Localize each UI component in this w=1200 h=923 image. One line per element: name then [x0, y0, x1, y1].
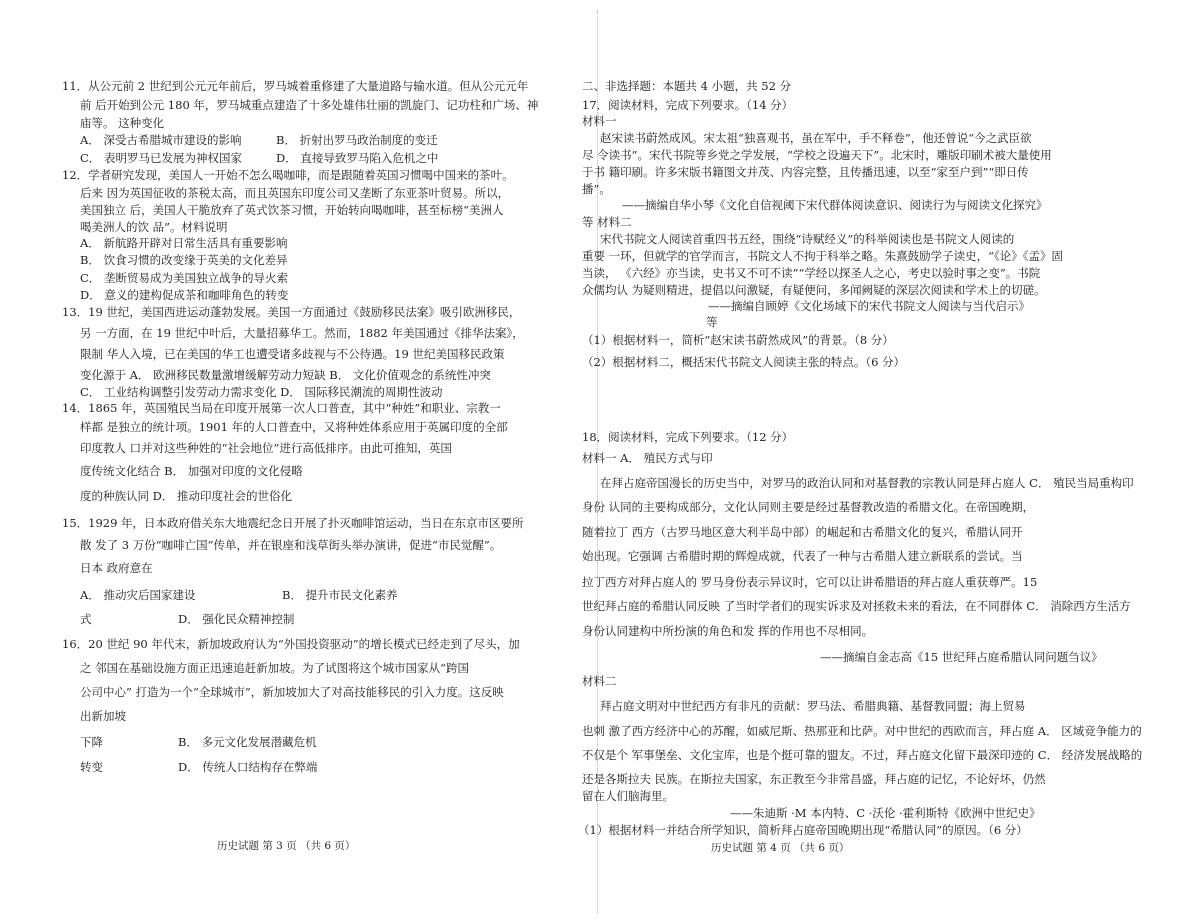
option-d: D． 传统人口结构存在弊端 — [178, 760, 318, 774]
text-line: 美国独立 后，美国人干脆放弃了英式饮茶习惯，开始转向喝咖啡，甚至标榜“美洲人 — [80, 203, 504, 217]
text-line: 拉丁西方对拜占庭人的 罗马身份表示异议时，它可以让讲希腊语的拜占庭人重获尊严。15 — [582, 575, 1038, 589]
text-line: 之 邻国在基础设施方面正迅速追赶新加坡。为了试图将这个城市国家从“跨国 — [80, 661, 470, 675]
option-b: B． 多元文化发展潜藏危机 — [178, 735, 317, 749]
text-line: 不仅是个 军事堡垒、文化宝库，也是个挺可靠的盟友。不过，拜占庭文化留下最深印迹的 C． 经济发展战略的 — [582, 748, 1143, 762]
text-line: 前 后开始到公元 180 年，罗马城重点建造了十多处雄伟壮丽的凯旋门、记功柱和广场、神 — [80, 98, 539, 112]
text-line: 喝美洲人的饮 品”。材料说明 — [80, 220, 228, 234]
text-line: 15．1929 年，日本政府借关东大地震纪念日开展了扑灭咖啡馆运动，当日在东京市区要所 — [62, 516, 524, 530]
text-line: 印度教人 口并对这些种姓的“社会地位”进行高低排序。由此可推知，英国 — [80, 441, 452, 455]
text-line: 度传统文化结合 B． 加强对印度的文化侵略 — [80, 464, 303, 478]
sub-question: （1）根据材料一，简析“赵宋读书蔚然成风”的背景。（8 分） — [582, 333, 894, 347]
text-line: 随着拉丁 西方（古罗马地区意大利半岛中部）的崛起和古希腊文化的复兴，希腊认同开 — [582, 525, 1023, 539]
text-line: 16．20 世纪 90 年代末，新加坡政府认为“外国投资驱动”的增长模式已经走到了尽头，加 — [62, 637, 520, 651]
text-line: 日本 政府意在 — [80, 561, 153, 575]
text-line: 尽 令读书”。宋代书院等乡党之学发展，“学校之设遍天下”。北宋时，雕版印刷术被大量使用 — [582, 148, 1052, 162]
text-line: 留在人们脑海里。 — [582, 789, 674, 803]
text-line: 等 材料二 — [582, 215, 632, 229]
material-label: 材料一 A． 殖民方式与印 — [582, 451, 713, 465]
option-d: D． 意义的建构促成茶和咖啡角色的转变 — [80, 288, 289, 302]
text-line: 限制 华人入境，已在美国的华工也遭受诸多歧视与不公待遇。19 世纪美国移民政策 — [80, 347, 505, 361]
option-b: B． 提升市民文化素养 — [282, 588, 398, 602]
text-line: 13．19 世纪，美国西进运动蓬勃发展。美国一方面通过《鼓励移民法案》吸引欧洲移民， — [62, 305, 521, 319]
text-line: 始出现。它强调 古希腊时期的辉煌成就，代表了一种与古希腊人建立新联系的尝试。当 — [582, 549, 1023, 563]
page-footer: 历史试题 第 3 页 （共 6 页） — [217, 840, 356, 852]
material-label: 材料二 — [582, 674, 617, 688]
option-a: A． 深受古希腊城市建设的影响 — [80, 133, 242, 147]
text-line: 转变 — [80, 760, 103, 774]
text-line: 宋代书院文人阅读首重四书五经，围绕“诗赋经义”的科举阅读也是书院文人阅读的 — [600, 232, 1015, 246]
text-line: C． 工业结构调整引发劳动力需求变化 D． 国际移民潮流的周期性波动 — [80, 385, 443, 399]
exam-page-4 — [578, 0, 1200, 923]
text-line: 播”。 — [582, 182, 611, 196]
text-line: 众儒均认 为疑则精进，提倡以问激疑，有疑便问，多闻阙疑的深层次阅读和学术上的切磋。 — [582, 283, 1046, 297]
text-line: 拜占庭文明对中世纪西方有非凡的贡献：罗马法、希腊典籍、基督教同盟；海上贸易 — [600, 699, 1026, 713]
text-line: 样都 是独立的统计项。1901 年的人口普查中，又将种姓体系应用于英属印度的全部 — [80, 420, 508, 434]
section-heading: 二、非选择题：本题共 4 小题，共 52 分 — [582, 79, 792, 93]
option-b: B． 折射出罗马政治制度的变迁 — [276, 133, 438, 147]
text-line: 当读， 《六经》亦当读，史书又不可不读”“学经以探圣人之心，考史以验时事之变”。书院 — [582, 266, 1041, 280]
material-label: 材料一 — [582, 114, 617, 128]
option-d: D． 强化民众精神控制 — [178, 612, 295, 626]
text-line: 在拜占庭帝国漫长的历史当中，对罗马的政治认同和对基督教的宗教认同是拜占庭人 C． 殖民当局重构印 — [600, 476, 1134, 490]
text-line: 重要 一环，但就学的官学而言，书院文人不拘于科举之略。朱熹鼓励学子读史，“《论》《孟》固 — [582, 249, 1064, 263]
option-b: B． 饮食习惯的改变缘于英美的文化差异 — [80, 253, 288, 267]
page-footer: 历史试题 第 4 页 （共 6 页） — [711, 842, 850, 854]
text-line: 等 — [706, 315, 718, 329]
text-line: 式 — [80, 612, 92, 626]
sub-question: （2）根据材料二，概括宋代书院文人阅读主张的特点。（6 分） — [582, 355, 906, 369]
text-line: 庙等。 这种变化 — [80, 116, 165, 130]
text-line: 身份 认同的主要构成部分，文化认同则主要是经过基督教改造的希腊文化。在帝国晚期， — [582, 500, 1035, 514]
sub-question: （1）根据材料一并结合所学知识，简析拜占庭帝国晚期出现“希腊认同”的原因。（6 分） — [578, 823, 1028, 837]
text-line: 散 发了 3 万份“咖啡亡国”传单，并在银座和浅草街头举办演讲，促进“市民觉醒”。 — [80, 538, 502, 552]
option-d: D． 直接导致罗马陷入危机之中 — [276, 151, 439, 165]
question-heading: 18．阅读材料，完成下列要求。（12 分） — [582, 430, 794, 444]
text-line: 公司中心” 打造为一个“全球城市”，新加坡加大了对高技能移民的引入力度。这反映 — [80, 685, 504, 699]
text-line: 变化源于 A． 欧洲移民数量激增缓解劳动力短缺 B． 文化价值观念的系统性冲突 — [80, 368, 491, 382]
text-line: 还是各斯拉夫 民族。在斯拉夫国家，东正教至今非常昌盛，拜占庭的记忆，不论好坏，仍然 — [582, 772, 1046, 786]
text-line: 赵宋读书蔚然成风。宋太祖“独喜观书，虽在军中，手不释卷”，他还曾说“今之武臣欲 — [600, 131, 1032, 145]
text-line: 11．从公元前 2 世纪到公元元年前后，罗马城着重修建了大量道路与输水道。但从公元元年 — [62, 79, 529, 93]
text-line: 世纪拜占庭的希腊认同反映 了当时学者们的现实诉求及对拯救未来的看法，在不同群体 C． 消除西方生活方 — [582, 599, 1131, 613]
citation: ——摘编自华小琴《文化自信视阈下宋代群体阅读意识、阅读行为与阅读文化探究》 — [622, 198, 1048, 212]
citation: ——摘编自金志高《15 世纪拜占庭希腊认同问题刍议》 — [820, 650, 1103, 664]
citation: ——朱迪斯 ·M 本内特、C ·沃伦 ·霍利斯特《欧洲中世纪史》 — [730, 806, 1041, 820]
option-a: A． 推动灾后国家建设 — [80, 588, 196, 602]
text-line: 12．学者研究发现，美国人一开始不怎么喝咖啡，而是跟随着英国习惯喝中国来的茶叶。 — [62, 168, 514, 182]
text-line: 度的种族认同 D． 推动印度社会的世俗化 — [80, 489, 293, 503]
option-c: C． 垄断贸易成为美国独立战争的导火索 — [80, 271, 288, 285]
text-line: 下降 — [80, 735, 103, 749]
text-line: 身份认同建构中所扮演的角色和发 挥的作用也不尽相同。 — [582, 624, 874, 638]
text-line: 出新加坡 — [80, 709, 126, 723]
text-line: 另 一方面，在 19 世纪中叶后，大量招募华工。然而，1882 年美国通过《排华法案》， — [80, 326, 524, 340]
text-line: 后来 因为英国征收的茶税太高，而且英国东印度公司又垄断了东亚茶叶贸易。所以， — [80, 186, 510, 200]
text-line: 于书 籍印刷。许多宋版书籍图文并茂、内容完整，且传播迅速，以至“家至户到”“即日传 — [582, 165, 1029, 179]
text-line: 14．1865 年，英国殖民当局在印度开展第一次人口普查，其中“种姓”和职业、宗教一 — [62, 401, 501, 415]
text-line: 也刺 激了西方经济中心的苏醒，如威尼斯、热那亚和比萨。对中世纪的西欧而言，拜占庭 A． 区域竞争能力的 — [582, 724, 1142, 738]
option-c: C． 表明罗马已发展为神权国家 — [80, 151, 242, 165]
citation: ——摘编自顾婷《文化场域下的宋代书院文人阅读与当代启示》 — [708, 299, 1030, 313]
option-a: A． 新航路开辟对日常生活具有重要影响 — [80, 236, 288, 250]
question-heading: 17．阅读材料，完成下列要求。（14 分） — [582, 98, 794, 112]
